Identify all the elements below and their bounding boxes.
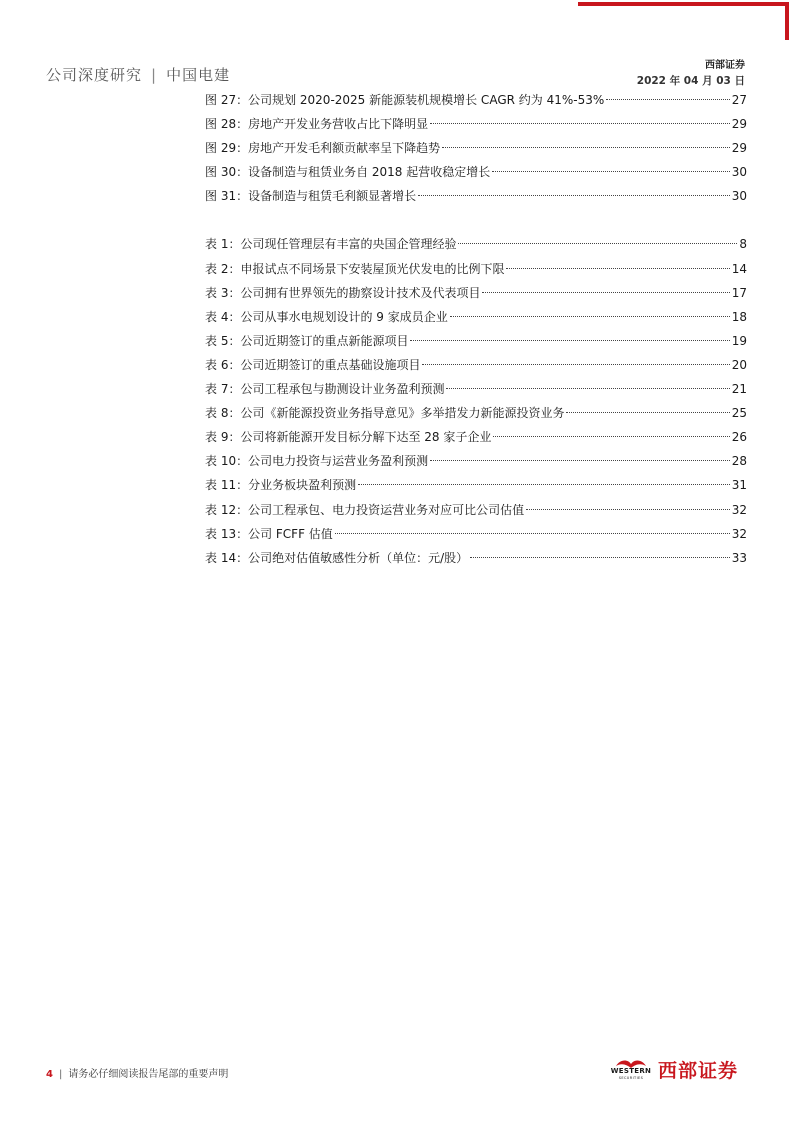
figures-list — [205, 88, 747, 208]
toc-entry-title: 表 6：公司近期签订的重点基础设施项目 — [205, 357, 421, 372]
toc-entry[interactable] — [205, 329, 747, 353]
toc-entry-title: 图 27：公司规划 2020-2025 新能源装机规模增长 CAGR 约为 41%-53% — [205, 93, 605, 107]
toc-leader-dots — [358, 484, 730, 485]
toc-entry-page: 28 — [731, 454, 747, 469]
header-brand: 西部证券 — [705, 60, 745, 71]
toc-entry-title: 表 2：申报试点不同场景下安装屋顶光伏发电的比例下限 — [205, 261, 505, 276]
footer-separator: | — [58, 1069, 63, 1080]
toc-leader-dots — [430, 460, 730, 461]
toc-entry-title: 图 31：设备制造与租赁毛利额显著增长 — [205, 189, 417, 204]
corner-accent-vertical — [785, 2, 789, 40]
toc-entry-page: 25 — [731, 406, 747, 421]
toc-entry[interactable] — [205, 473, 747, 497]
toc-entry-page: 30 — [731, 189, 747, 204]
toc-entry-title: 表 3：公司拥有世界领先的勘察设计技术及代表项目 — [205, 285, 481, 300]
toc-leader-dots — [493, 436, 729, 437]
toc-entry[interactable] — [205, 136, 747, 160]
toc-leader-dots — [470, 557, 730, 558]
toc-entry-title: 表 11：分业务板块盈利预测 — [205, 478, 357, 493]
toc-entry-page: 19 — [731, 333, 747, 348]
toc-entry[interactable] — [205, 377, 747, 401]
toc-leader-dots — [458, 243, 737, 244]
toc-entry-title: 表 1：公司现任管理层有丰富的央国企管理经验 — [205, 237, 457, 252]
toc-entry-title: 表 14：公司绝对估值敏感性分析（单位：元/股） — [205, 550, 469, 565]
toc-leader-dots — [442, 147, 730, 148]
toc-entry-page: 26 — [731, 430, 747, 445]
toc-entry[interactable] — [205, 449, 747, 473]
western-securities-logo — [608, 1056, 748, 1086]
toc-leader-dots — [422, 364, 729, 365]
toc-entry-title: 图 30：设备制造与租赁业务自 2018 起营收稳定增长 — [205, 165, 491, 180]
report-header — [46, 64, 230, 85]
toc-entry[interactable] — [205, 88, 747, 112]
toc-leader-dots — [410, 340, 729, 341]
company-name: 中国电建 — [166, 66, 231, 84]
toc-entry-page: 32 — [731, 526, 747, 541]
toc-leader-dots — [506, 268, 729, 269]
footer-disclaimer: 请务必仔细阅读报告尾部的重要声明 — [68, 1069, 229, 1080]
logo-english-sub: SECURITIES — [618, 1076, 644, 1080]
toc-entry-title: 表 5：公司近期签订的重点新能源项目 — [205, 333, 409, 348]
toc-entry[interactable] — [205, 281, 747, 305]
header-separator: | — [151, 66, 158, 84]
toc-leader-dots — [430, 123, 730, 124]
tables-list — [205, 232, 747, 569]
toc-entry-page: 20 — [731, 357, 747, 372]
logo-english: WESTERN — [610, 1067, 652, 1075]
toc-entry-page: 31 — [731, 478, 747, 493]
toc-entry[interactable] — [205, 401, 747, 425]
toc-leader-dots — [492, 171, 729, 172]
toc-leader-dots — [335, 533, 730, 534]
toc-entry-page: 18 — [731, 309, 747, 324]
toc-leader-dots — [482, 292, 729, 293]
toc-entry-title: 表 4：公司从事水电规划设计的 9 家成员企业 — [205, 309, 448, 324]
toc-entry-page: 32 — [731, 502, 747, 517]
toc-entry-title: 表 13：公司 FCFF 估值 — [205, 526, 333, 541]
toc-entry-page: 29 — [731, 141, 747, 156]
toc-entry-page: 21 — [731, 382, 747, 397]
footer-note — [46, 1065, 228, 1080]
toc-entry-page: 27 — [731, 93, 747, 107]
toc-entry-page: 14 — [731, 261, 747, 276]
table-of-contents — [205, 88, 747, 570]
toc-entry[interactable] — [205, 498, 747, 522]
toc-entry-title: 图 28：房地产开发业务营收占比下降明显 — [205, 117, 429, 132]
toc-entry-page: 30 — [731, 165, 747, 180]
toc-entry-title: 表 9：公司将新能源开发目标分解下达至 28 家子企业 — [205, 430, 492, 445]
toc-entry-title: 表 8：公司《新能源投资业务指导意见》多举措发力新能源投资业务 — [205, 406, 565, 421]
toc-entry[interactable] — [205, 112, 747, 136]
toc-entry[interactable] — [205, 353, 747, 377]
toc-leader-dots — [446, 388, 729, 389]
toc-entry-page: 17 — [731, 285, 747, 300]
header-brand-block — [637, 56, 745, 88]
toc-entry[interactable] — [205, 257, 747, 281]
toc-entry-page: 8 — [739, 237, 747, 252]
toc-entry-title: 表 7：公司工程承包与勘测设计业务盈利预测 — [205, 382, 445, 397]
toc-entry[interactable] — [205, 522, 747, 546]
logo-chinese: 西部证券 — [658, 1060, 739, 1082]
toc-entry[interactable] — [205, 305, 747, 329]
toc-leader-dots — [606, 99, 729, 100]
page-number: 4 — [46, 1069, 53, 1080]
report-category: 公司深度研究 — [46, 66, 143, 84]
toc-entry[interactable] — [205, 160, 747, 184]
toc-leader-dots — [526, 509, 730, 510]
toc-entry-page: 29 — [731, 117, 747, 132]
report-date: 2022 年 04 月 03 日 — [636, 75, 745, 87]
toc-entry-title: 图 29：房地产开发毛利额贡献率呈下降趋势 — [205, 141, 441, 156]
toc-leader-dots — [566, 412, 729, 413]
toc-entry[interactable] — [205, 184, 747, 208]
toc-entry[interactable] — [205, 232, 747, 256]
toc-leader-dots — [450, 316, 730, 317]
toc-leader-dots — [418, 195, 730, 196]
toc-entry[interactable] — [205, 546, 747, 570]
toc-entry[interactable] — [205, 425, 747, 449]
toc-entry-title: 表 12：公司工程承包、电力投资运营业务对应可比公司估值 — [205, 502, 525, 517]
toc-gap — [205, 208, 747, 232]
toc-entry-page: 33 — [731, 550, 747, 565]
toc-entry-title: 表 10：公司电力投资与运营业务盈利预测 — [205, 454, 429, 469]
corner-accent-horizontal — [578, 2, 789, 6]
